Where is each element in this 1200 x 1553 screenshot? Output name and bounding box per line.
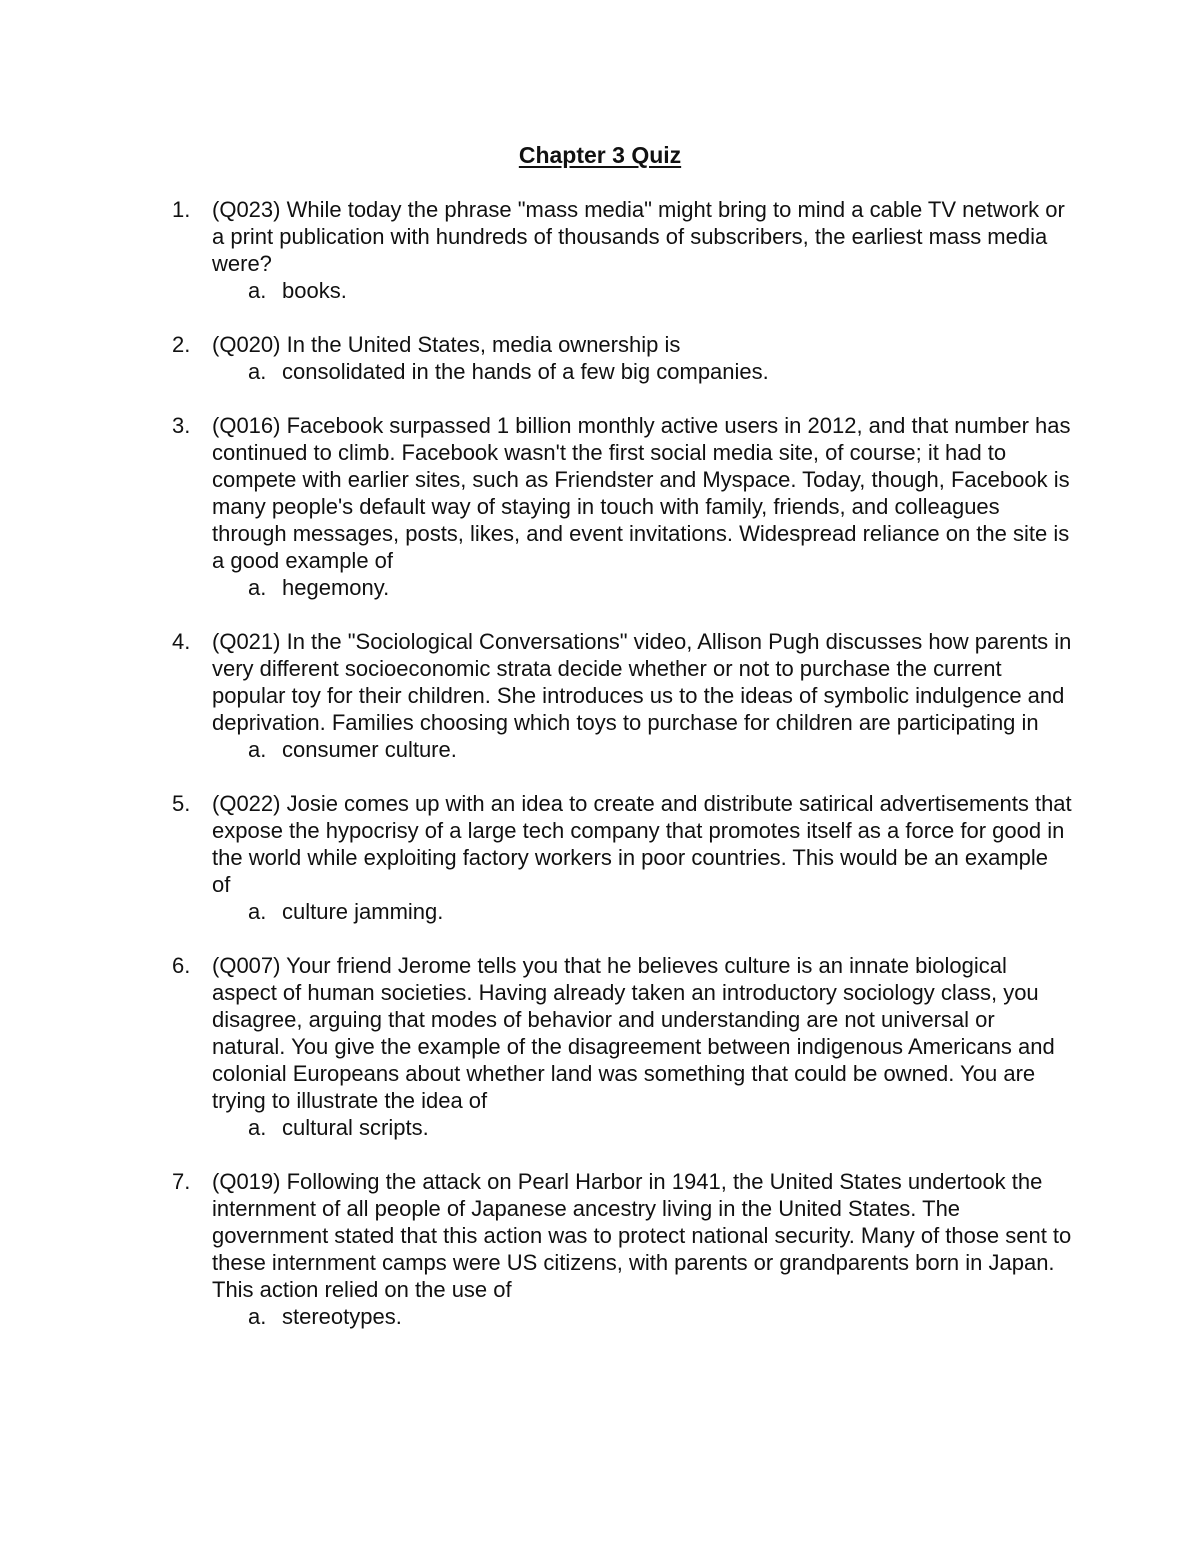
question-item	[172, 331, 1072, 385]
question-list	[172, 196, 1072, 1357]
answer-letter: a.	[248, 575, 267, 600]
question-item	[172, 628, 1072, 763]
question-number: 5.	[172, 791, 191, 816]
question-item	[172, 790, 1072, 925]
question-text: (Q021) In the "Sociological Conversations" video, Allison Pugh discusses how parents in very different socioeconomic strata decide whether or not to purchase the current popular toy for their children. She introduces us to the ideas of symbolic indulgence and deprivation. Families choosing which toys to purchase for children are participating in	[212, 629, 1072, 735]
answer-item	[212, 574, 1072, 601]
question-item	[172, 952, 1072, 1141]
answer-letter: a.	[248, 359, 267, 384]
question-item	[172, 1168, 1072, 1330]
question-number: 1.	[172, 197, 191, 222]
answer-item	[212, 898, 1072, 925]
answer-letter: a.	[248, 1304, 267, 1329]
question-item	[172, 196, 1072, 304]
page-title: Chapter 3 Quiz	[518, 142, 682, 168]
answer-item	[212, 736, 1072, 763]
question-text: (Q019) Following the attack on Pearl Harbor in 1941, the United States undertook the internment of all people of Japanese ancestry living in the United States. The government stated that this action was to protect national security. Many of those sent to these internment camps were US citizens, with parents or grandparents born in Japan. This action relied on the use of	[212, 1169, 1072, 1302]
answer-item	[212, 1303, 1072, 1330]
answer-letter: a.	[248, 899, 267, 924]
answer-letter: a.	[248, 278, 267, 303]
answer-letter: a.	[248, 1115, 267, 1140]
question-text: (Q022) Josie comes up with an idea to create and distribute satirical advertisements that expose the hypocrisy of a large tech company that promotes itself as a force for good in the world while exploiting factory workers in poor countries. This would be an example of	[212, 791, 1072, 897]
answer-text: books.	[282, 278, 347, 303]
answer-text: culture jamming.	[282, 899, 444, 924]
answer-text: hegemony.	[282, 575, 390, 600]
answer-letter: a.	[248, 737, 267, 762]
question-item	[172, 412, 1072, 601]
question-number: 6.	[172, 953, 191, 978]
answer-text: cultural scripts.	[282, 1115, 429, 1140]
answer-text: consumer culture.	[282, 737, 457, 762]
question-number: 7.	[172, 1169, 191, 1194]
question-text: (Q023) While today the phrase "mass media" might bring to mind a cable TV network or a print publication with hundreds of thousands of subscribers, the earliest mass media were?	[212, 197, 1065, 276]
question-text: (Q016) Facebook surpassed 1 billion monthly active users in 2012, and that number has continued to climb. Facebook wasn't the first social media site, of course; it had to compete with earlier sites, such as Friendster and Myspace. Today, though, Facebook is many people's default way of staying in touch with family, friends, and colleagues through messages, posts, likes, and event invitations. Widespread reliance on the site is a good example of	[212, 413, 1071, 573]
question-text: (Q020) In the United States, media ownership is	[212, 332, 681, 357]
question-text: (Q007) Your friend Jerome tells you that he believes culture is an innate biological aspect of human societies. Having already taken an introductory sociology class, you disagree, arguing that modes of behavior and understanding are not universal or natural. You give the example of the disagreement between indigenous Americans and colonial Europeans about whether land was something that could be owned. You are trying to illustrate the idea of	[212, 953, 1055, 1113]
answer-item	[212, 358, 1072, 385]
answer-item	[212, 1114, 1072, 1141]
question-number: 4.	[172, 629, 191, 654]
answer-text: stereotypes.	[282, 1304, 402, 1329]
answer-item	[212, 277, 1072, 304]
question-number: 2.	[172, 332, 191, 357]
answer-text: consolidated in the hands of a few big companies.	[282, 359, 769, 384]
question-number: 3.	[172, 413, 191, 438]
